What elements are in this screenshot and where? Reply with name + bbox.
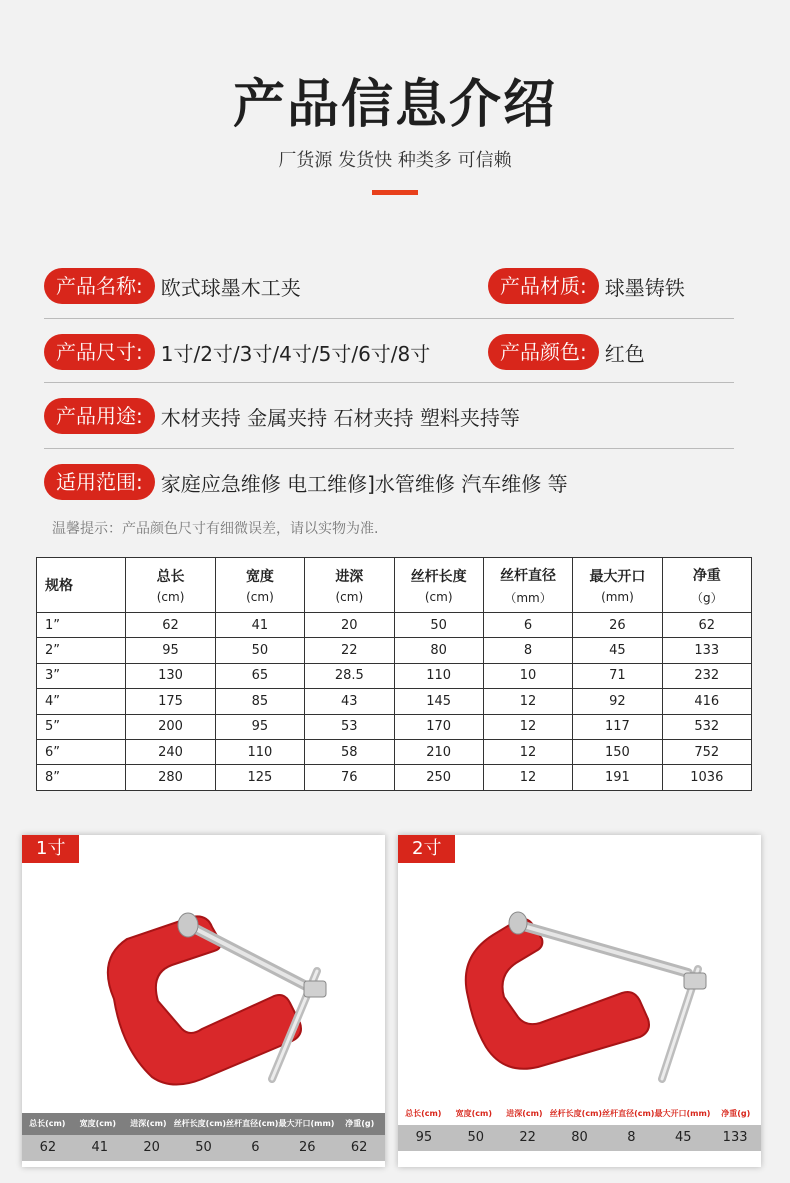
table-cell: 45: [573, 638, 662, 663]
strip-label: 丝杆直径(cm): [226, 1119, 279, 1128]
size-value: 1寸/2寸/3寸/4寸/5寸/6寸/8寸: [160, 341, 431, 366]
table-cell: 1036: [662, 765, 751, 790]
material-label: 产品材质:: [488, 268, 599, 304]
table-cell: 41: [215, 613, 304, 638]
strip-label: 进深(cm): [130, 1119, 167, 1128]
header-unit: (cm): [246, 590, 274, 604]
table-cell: 5”: [37, 714, 126, 739]
table-header-cell: [305, 558, 394, 613]
strip-value: 6: [251, 1140, 260, 1155]
table-row: [37, 638, 752, 663]
divider: [44, 318, 734, 319]
table-cell: 12: [483, 689, 572, 714]
table-cell: 12: [483, 714, 572, 739]
table-cell: 12: [483, 739, 572, 764]
header-name: 规格: [45, 578, 73, 594]
table-cell: 110: [394, 663, 483, 688]
table-row: [37, 714, 752, 739]
table-cell: 4”: [37, 689, 126, 714]
strip-value: 50: [467, 1130, 485, 1145]
info-row-color: [488, 334, 645, 370]
strip-value: 95: [415, 1130, 433, 1145]
strip-label: 总长(cm): [405, 1109, 442, 1118]
usage-value: 木材夹持 金属夹持 石材夹持 塑料夹持等: [160, 405, 520, 430]
header-unit: (cm): [424, 590, 453, 604]
info-row-scope: [44, 464, 568, 500]
table-cell: 58: [305, 739, 394, 764]
table-cell: 170: [394, 714, 483, 739]
table-cell: 416: [662, 689, 751, 714]
table-row: [37, 739, 752, 764]
header-unit: (mm): [601, 590, 634, 604]
strip-label: 净重(g): [345, 1119, 375, 1128]
strip-value: 50: [195, 1140, 212, 1155]
strip-value: 26: [298, 1140, 316, 1155]
table-header-cell: [215, 558, 304, 613]
table-cell: 532: [662, 714, 751, 739]
page-title: 产品信息介绍: [232, 75, 557, 135]
color-value: 红色: [604, 341, 645, 366]
page-subtitle: 厂货源 发货快 种类多 可信赖: [278, 150, 512, 171]
strip-labels: [398, 1103, 761, 1125]
table-cell: 8”: [37, 765, 126, 790]
table-cell: 232: [662, 663, 751, 688]
table-cell: 8: [483, 638, 572, 663]
card-spec-strip: [398, 1103, 761, 1151]
strip-value: 62: [350, 1140, 368, 1155]
table-cell: 210: [394, 739, 483, 764]
strip-values: [398, 1125, 761, 1151]
table-cell: 133: [662, 638, 751, 663]
table-cell: 28.5: [305, 663, 394, 688]
strip-value: 20: [143, 1140, 160, 1155]
table-cell: 95: [126, 638, 215, 663]
table-row: [37, 613, 752, 638]
header-name: 净重: [692, 567, 721, 584]
table-row: [37, 765, 752, 790]
info-row-usage: [44, 398, 520, 434]
table-cell: 76: [305, 765, 394, 790]
strip-label: 丝杆直径(cm): [602, 1109, 655, 1118]
table-cell: 53: [305, 714, 394, 739]
table-cell: 26: [573, 613, 662, 638]
strip-label: 最大开口(mm): [278, 1119, 335, 1128]
strip-value: 22: [519, 1130, 536, 1145]
usage-label: 产品用途:: [44, 398, 155, 434]
table-header-cell: [394, 558, 483, 613]
header-name: 进深: [335, 569, 364, 585]
table-cell: 85: [215, 689, 304, 714]
product-card-1: [22, 835, 385, 1167]
table-row: [37, 689, 752, 714]
name-value: 欧式球墨木工夹: [160, 275, 301, 300]
table-cell: 3”: [37, 663, 126, 688]
header-unit: （g）: [691, 590, 723, 605]
strip-label: 总长(cm): [29, 1119, 66, 1128]
table-cell: 65: [215, 663, 304, 688]
table-cell: 175: [126, 689, 215, 714]
card-size-tag: 1寸: [22, 835, 79, 863]
header-name: 丝杆直径: [500, 567, 557, 584]
info-row-name: [44, 268, 301, 304]
table-cell: 22: [305, 638, 394, 663]
table-cell: 10: [483, 663, 572, 688]
table-cell: 130: [126, 663, 215, 688]
header-name: 最大开口: [589, 569, 646, 585]
strip-labels: [22, 1113, 385, 1135]
strip-value: 62: [39, 1140, 57, 1155]
title-accent-bar: [372, 190, 418, 195]
table-cell: 20: [305, 613, 394, 638]
table-cell: 43: [305, 689, 394, 714]
strip-label: 净重(g): [721, 1109, 751, 1118]
table-cell: 80: [394, 638, 483, 663]
header-unit: (cm): [156, 590, 185, 604]
divider: [44, 382, 734, 383]
header-name: 丝杆长度: [410, 569, 467, 585]
table-cell: 1”: [37, 613, 126, 638]
strip-label: 丝杆长度(cm): [173, 1119, 227, 1128]
info-row-size: [44, 334, 430, 370]
name-label: 产品名称:: [44, 268, 155, 304]
table-cell: 62: [662, 613, 751, 638]
table-cell: 250: [394, 765, 483, 790]
c-clamp-image: [22, 879, 385, 1099]
table-cell: 280: [126, 765, 215, 790]
header-name: 宽度: [245, 569, 274, 585]
table-header-cell: [37, 558, 126, 613]
header-name: 总长: [156, 569, 185, 585]
table-cell: 125: [215, 765, 304, 790]
strip-value: 41: [91, 1140, 109, 1155]
strip-label: 进深(cm): [506, 1109, 543, 1118]
strip-label: 最大开口(mm): [654, 1109, 711, 1118]
strip-values: [22, 1135, 385, 1161]
spec-table: [36, 557, 752, 791]
scope-label: 适用范围:: [44, 464, 155, 500]
table-header-cell: [662, 558, 751, 613]
strip-label: 丝杆长度(cm): [549, 1109, 603, 1118]
table-cell: 752: [662, 739, 751, 764]
table-cell: 150: [573, 739, 662, 764]
table-cell: 6: [483, 613, 572, 638]
table-cell: 117: [573, 714, 662, 739]
table-cell: 95: [215, 714, 304, 739]
strip-value: 133: [722, 1130, 748, 1145]
strip-value: 8: [627, 1130, 636, 1145]
divider: [44, 448, 734, 449]
table-header-cell: [573, 558, 662, 613]
header-unit: (cm): [335, 590, 364, 604]
table-header-row: [37, 558, 752, 613]
table-row: [37, 663, 752, 688]
strip-label: 宽度(cm): [79, 1119, 117, 1128]
table-cell: 6”: [37, 739, 126, 764]
table-cell: 2”: [37, 638, 126, 663]
material-value: 球墨铸铁: [604, 275, 685, 300]
table-cell: 71: [573, 663, 662, 688]
size-label: 产品尺寸:: [44, 334, 155, 370]
table-cell: 50: [394, 613, 483, 638]
strip-value: 80: [571, 1130, 588, 1145]
info-row-material: [488, 268, 685, 304]
strip-label: 宽度(cm): [455, 1109, 493, 1118]
table-cell: 62: [126, 613, 215, 638]
table-header-cell: [483, 558, 572, 613]
table-cell: 191: [573, 765, 662, 790]
table-cell: 92: [573, 689, 662, 714]
c-clamp-image: [398, 879, 761, 1099]
table-cell: 200: [126, 714, 215, 739]
table-cell: 240: [126, 739, 215, 764]
table-cell: 50: [215, 638, 304, 663]
product-card-2: [398, 835, 761, 1167]
table-cell: 12: [483, 765, 572, 790]
table-header-cell: [126, 558, 215, 613]
card-size-tag: 2寸: [398, 835, 455, 863]
header-unit: （mm）: [504, 590, 552, 605]
table-cell: 145: [394, 689, 483, 714]
card-spec-strip: [22, 1113, 385, 1161]
color-label: 产品颜色:: [488, 334, 599, 370]
strip-value: 45: [674, 1130, 692, 1145]
notice-text: 温馨提示：产品颜色尺寸有细微误差，请以实物为准.: [52, 521, 379, 537]
table-cell: 110: [215, 739, 304, 764]
scope-value: 家庭应急维修 电工维修]水管维修 汽车维修 等: [160, 471, 568, 496]
